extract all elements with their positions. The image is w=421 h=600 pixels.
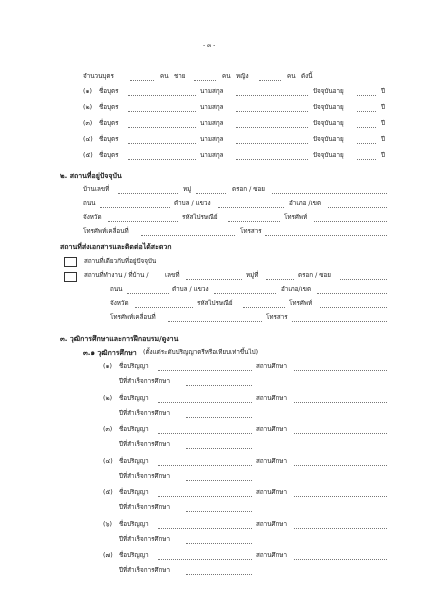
postcode-label: รหัสไปรษณีย์ (182, 214, 218, 221)
child-age-field[interactable] (357, 143, 376, 144)
child-age-label: ปัจจุบันอายุ (313, 152, 344, 159)
child-year-unit: ปี (381, 120, 385, 127)
phone-label: โทรศัพท์ (284, 214, 308, 221)
contact-district-label: อำเภอ/เขต (281, 286, 312, 293)
institution-field[interactable] (294, 465, 387, 466)
contact-road-label: ถนน (110, 286, 123, 293)
graduation-year-field[interactable] (186, 448, 252, 449)
work-address-label: สถานที่ทำงาน / ที่บ้าน / (84, 272, 149, 279)
degree-row-number: (๗) (103, 552, 113, 559)
contact-alley-field[interactable] (340, 279, 387, 280)
children-suffix: ดังนี้ (301, 73, 313, 80)
child-name-field[interactable] (128, 159, 196, 160)
degree-name-field[interactable] (158, 370, 252, 371)
contact-mobile-label: โทรศัพท์เคลื่อนที่ (110, 314, 156, 321)
institution-label: สถานศึกษา (256, 394, 287, 402)
degree-subheading: ๓.๑ วุฒิการศึกษา (83, 349, 137, 357)
graduation-year-label: ปีที่สำเร็จการศึกษา (119, 567, 170, 574)
institution-field[interactable] (294, 559, 387, 560)
unit-label: คน (160, 73, 169, 80)
degree-name-field[interactable] (158, 433, 252, 434)
mobile-label: โทรศัพท์เคลื่อนที่ (83, 228, 129, 235)
graduation-year-field[interactable] (186, 511, 252, 512)
contact-subdistrict-label: ตำบล / แขวง (172, 286, 209, 293)
institution-field[interactable] (294, 496, 387, 497)
contact-province-field[interactable] (135, 307, 193, 308)
child-row-number: (๒) (83, 104, 93, 111)
graduation-year-label: ปีที่สำเร็จการศึกษา (119, 378, 170, 385)
degree-subheading-note: (ตั้งแต่ระดับปริญญาตรีหรือเทียบเท่าขึ้นไป) (143, 349, 259, 356)
contact-district-field[interactable] (317, 293, 387, 294)
institution-label: สถานศึกษา (256, 552, 287, 559)
moo-label: หมู่ (183, 186, 192, 193)
child-surname-field[interactable] (236, 143, 308, 144)
male-label: ชาย (174, 73, 186, 80)
graduation-year-label: ปีที่สำเร็จการศึกษา (119, 472, 170, 480)
graduation-year-field[interactable] (186, 574, 252, 575)
child-age-field[interactable] (357, 159, 376, 160)
unit-label: คน (287, 73, 296, 80)
degree-row-number: (๓) (103, 426, 113, 433)
child-surname-label: นามสกุล (200, 136, 224, 143)
child-age-label: ปัจจุบันอายุ (313, 120, 344, 127)
degree-name-field[interactable] (158, 528, 252, 529)
fax-label: โทรสาร (240, 228, 262, 235)
child-age-label: ปัจจุบันอายุ (313, 136, 344, 143)
unit-label: คน (222, 73, 231, 80)
road-label: ถนน (83, 200, 96, 207)
child-year-unit: ปี (381, 88, 385, 95)
child-surname-label: นามสกุล (200, 88, 224, 95)
child-year-unit: ปี (381, 104, 385, 111)
child-age-field[interactable] (357, 111, 376, 112)
degree-name-label: ชื่อปริญญา (119, 520, 149, 528)
degree-name-field[interactable] (158, 496, 252, 497)
institution-field[interactable] (294, 528, 387, 529)
graduation-year-label: ปีที่สำเร็จการศึกษา (119, 535, 170, 543)
degree-row-number: (๖) (103, 520, 112, 528)
child-age-label: ปัจจุบันอายุ (313, 104, 344, 111)
contact-heading: สถานที่ส่งเอกสารและติดต่อได้สะดวก (60, 243, 172, 251)
alley-label: ตรอก / ซอย (232, 186, 265, 193)
contact-road-field[interactable] (127, 293, 169, 294)
degree-name-label: ชื่อปริญญา (119, 394, 149, 402)
degree-row-number: (๕) (103, 489, 113, 496)
child-row-number: (๔) (83, 136, 93, 143)
phone-field[interactable] (314, 221, 387, 222)
degree-name-field[interactable] (158, 559, 252, 560)
degree-row-number: (๑) (103, 363, 112, 370)
graduation-year-field[interactable] (186, 480, 252, 481)
institution-label: สถานศึกษา (256, 363, 287, 370)
contact-moo-label: หมู่ที่ (246, 272, 259, 279)
child-age-label: ปัจจุบันอายุ (313, 88, 344, 95)
degree-row-number: (๔) (103, 457, 113, 465)
contact-mobile-field[interactable] (168, 321, 262, 322)
subdistrict-label: ตำบล / แขวง (174, 200, 211, 207)
children-count-field[interactable] (130, 80, 154, 81)
graduation-year-label: ปีที่สำเร็จการศึกษา (119, 504, 170, 511)
contact-phone-field[interactable] (320, 307, 387, 308)
institution-label: สถานศึกษา (256, 426, 287, 433)
contact-alley-label: ตรอก / ซอย (298, 272, 331, 279)
institution-field[interactable] (294, 433, 387, 434)
graduation-year-field[interactable] (186, 385, 252, 386)
province-label: จังหวัด (83, 214, 102, 221)
child-age-field[interactable] (357, 95, 376, 96)
contact-house-no-label: เลขที่ (165, 272, 180, 279)
institution-field[interactable] (294, 370, 387, 371)
child-row-number: (๓) (83, 120, 93, 127)
degree-name-field[interactable] (158, 402, 252, 403)
child-year-unit: ปี (381, 152, 385, 159)
contact-subdistrict-field[interactable] (214, 293, 276, 294)
road-field[interactable] (100, 207, 170, 208)
contact-moo-field[interactable] (266, 279, 294, 280)
contact-phone-label: โทรศัพท์ (289, 300, 313, 307)
moo-field[interactable] (196, 193, 226, 194)
degree-row-number: (๒) (103, 394, 113, 402)
degree-name-label: ชื่อปริญญา (119, 457, 149, 465)
child-age-field[interactable] (357, 127, 376, 128)
female-label: หญิง (236, 73, 249, 80)
district-field[interactable] (328, 207, 387, 208)
child-row-number: (๕) (83, 152, 93, 159)
child-surname-label: นามสกุล (200, 104, 224, 111)
child-name-field[interactable] (128, 95, 196, 96)
institution-label: สถานศึกษา (256, 489, 287, 496)
same-address-checkbox[interactable] (64, 257, 77, 267)
institution-label: สถานศึกษา (256, 520, 287, 528)
degree-name-label: ชื่อปริญญา (119, 552, 149, 559)
child-surname-label: นามสกุล (200, 152, 224, 159)
alley-field[interactable] (272, 193, 387, 194)
address-heading: ๒. สถานที่อยู่ปัจจุบัน (60, 172, 122, 180)
postcode-field[interactable] (228, 221, 280, 222)
same-address-label: สถานที่เดียวกับที่อยู่ปัจจุบัน (84, 258, 157, 265)
child-surname-field[interactable] (236, 127, 308, 128)
education-heading: ๓. วุฒิการศึกษาและการฝึกอบรม/ดูงาน (60, 335, 179, 343)
child-surname-label: นามสกุล (200, 120, 224, 127)
child-surname-field[interactable] (236, 159, 308, 160)
work-address-checkbox[interactable] (64, 272, 77, 282)
child-name-field[interactable] (128, 111, 196, 112)
degree-name-field[interactable] (158, 465, 252, 466)
child-name-label: ชื่อบุตร (99, 88, 119, 95)
child-name-field[interactable] (128, 127, 196, 128)
male-count-field[interactable] (194, 80, 216, 81)
degree-name-label: ชื่อปริญญา (119, 426, 149, 433)
institution-field[interactable] (294, 402, 387, 403)
fax-field[interactable] (265, 235, 387, 236)
degree-name-label: ชื่อปริญญา (119, 489, 149, 496)
female-count-field[interactable] (259, 80, 281, 81)
child-year-unit: ปี (381, 136, 385, 143)
child-name-label: ชื่อบุตร (99, 152, 119, 159)
child-surname-field[interactable] (236, 111, 308, 112)
graduation-year-label: ปีที่สำเร็จการศึกษา (119, 409, 170, 417)
contact-province-label: จังหวัด (110, 300, 129, 307)
child-name-label: ชื่อบุตร (99, 136, 119, 143)
page-number: - ๓ - (203, 42, 216, 49)
house-no-field[interactable] (118, 193, 178, 194)
district-label: อำเภอ /เขต (289, 200, 322, 207)
child-name-field[interactable] (128, 143, 196, 144)
child-name-label: ชื่อบุตร (99, 104, 119, 111)
graduation-year-label: ปีที่สำเร็จการศึกษา (119, 441, 170, 448)
mobile-field[interactable] (141, 235, 235, 236)
graduation-year-field[interactable] (186, 417, 252, 418)
institution-label: สถานศึกษา (256, 457, 287, 465)
contact-fax-label: โทรสาร (266, 314, 288, 321)
province-field[interactable] (108, 221, 178, 222)
children-count-label: จำนวนบุตร (83, 73, 114, 80)
degree-name-label: ชื่อปริญญา (119, 363, 149, 370)
contact-fax-field[interactable] (292, 321, 387, 322)
house-no-label: บ้านเลขที่ (83, 186, 110, 193)
child-surname-field[interactable] (236, 95, 308, 96)
subdistrict-field[interactable] (218, 207, 284, 208)
child-name-label: ชื่อบุตร (99, 120, 119, 127)
contact-postcode-field[interactable] (243, 307, 285, 308)
child-row-number: (๑) (83, 88, 92, 95)
contact-house-no-field[interactable] (186, 279, 242, 280)
contact-postcode-label: รหัสไปรษณีย์ (197, 300, 233, 307)
graduation-year-field[interactable] (186, 543, 252, 544)
